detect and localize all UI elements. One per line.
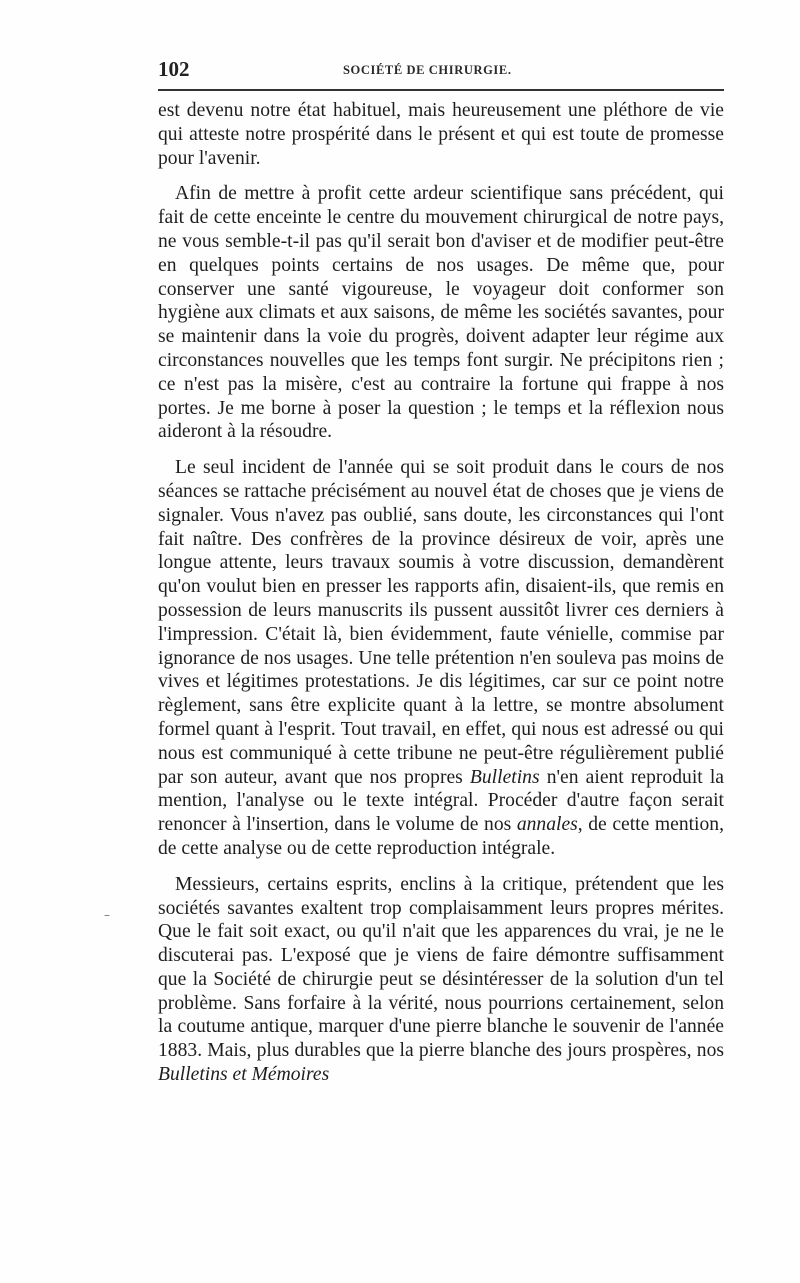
paragraph-3 [158, 456, 724, 861]
paragraph-4 [158, 873, 724, 1087]
header-rule [158, 89, 724, 91]
body-text [158, 99, 724, 1087]
paragraph-3-italic-bulletins: Bulletins [469, 766, 540, 788]
paragraph-2 [158, 182, 724, 444]
paragraph-2-text: Afin de mettre à profit cette ardeur scientifique sans précédent, qui fait de cette enceinte le centre du mouvement chirurgical de notre pays, ne vous semble-t-il pas qu'il serait bon d'aviser et de modifier peut-être en quelques points certains de nos usages. De même que, pour conserver une santé vigoureuse, le voyageur doit conformer son hygiène aux climats et aux saisons, de même les sociétés savantes, pour se maintenir dans la voie du progrès, doivent adapter leur régime aux circonstances nouvelles que les temps font surgir. Ne précipitons rien ; ce n'est pas la misère, c'est au contraire la fortune qui frappe à nos portes. Je me borne à poser la question ; le temps et la réflexion nous aideront à la résoudre. [158, 183, 724, 443]
running-head [158, 57, 724, 87]
margin-mark: – [104, 908, 110, 922]
paragraph-3-italic-annales: annales [516, 814, 578, 836]
paragraph-1 [158, 99, 724, 170]
paragraph-1-text: est devenu notre état habituel, mais heureusement une pléthore de vie qui atteste notre prospérité dans le présent et qui est toute de promesse pour l'avenir. [158, 100, 724, 169]
journal-title: SOCIÉTÉ DE CHIRURGIE. [343, 63, 512, 77]
paragraph-4-text-1: Messieurs, certains esprits, enclins à la critique, prétendent que les sociétés savantes exaltent trop complaisamment leurs propres mérites. Que le fait soit exact, ou qu'il n'ait que les apparences du vrai, je ne le discuterai pas. L'exposé que je viens de faire démontre suffisamment que la Société de chirurgie peut se désintéresser de la solution d'un tel problème. Sans forfaire à la vérité, nous pourrions certainement, selon la coutume antique, marquer d'une pierre blanche le souvenir de l'année 1883. Mais, plus durables que la pierre blanche des jours prospères, nos [158, 873, 724, 1062]
paragraph-3-text-1: Le seul incident de l'année qui se soit produit dans le cours de nos séances se rattache précisément au nouvel état de choses que je viens de signaler. Vous n'avez pas oublié, sans doute, les circonstances qui l'ont fait naître. Des confrères de la province désireux de voir, après une longue attente, leurs travaux soumis à votre discussion, demandèrent qu'on voulut bien en presser les rapports afin, disaient-ils, que remis en possession de leurs manuscrits ils pussent aussitôt livrer ces derniers à l'impression. C'était là, bien évidemment, faute vénielle, commise par ignorance de nos usages. Une telle prétention n'en souleva pas moins de vives et légitimes protestations. Je dis légitimes, car sur ce point notre règlement, sans être explicite quant à la lettre, se montre absolument formel quant à l'esprit. Tout travail, en effet, qui nous est adressé ou qui nous est communiqué à cette tribune ne peut-être régulièrement publié par son auteur, avant que nos propres [158, 457, 724, 788]
page-number: 102 [158, 57, 190, 81]
paragraph-3-text-3: , de cette mention, de cette analyse ou de cette reproduction intégrale. [158, 814, 724, 859]
paragraph-3-text-2: n'en aient reproduit la mention, l'analyse ou le texte intégral. Procéder d'autre façon serait renoncer à l'insertion, dans le volume de nos [158, 766, 724, 836]
paragraph-4-italic-bulletins-memoires: Bulletins et Mémoires [158, 1064, 330, 1086]
